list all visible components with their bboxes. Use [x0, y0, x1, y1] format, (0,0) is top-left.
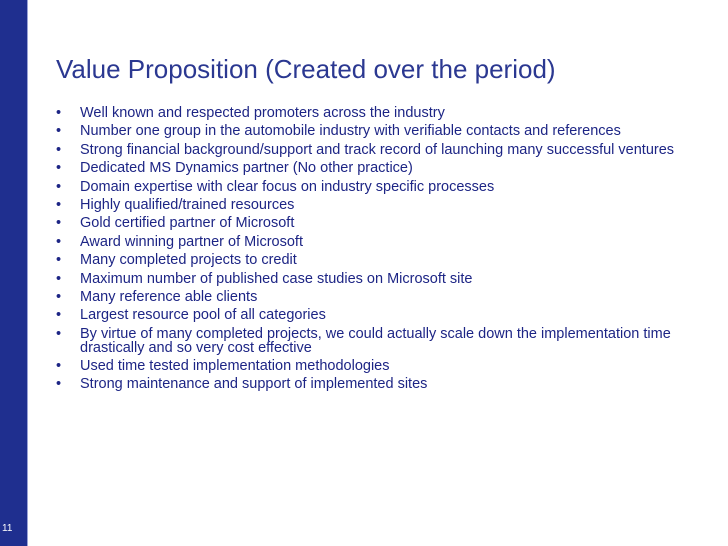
bullet-item	[54, 308, 714, 322]
bullet-list	[54, 106, 714, 396]
bullet-dot-icon: •	[56, 215, 62, 232]
bullet-text: Number one group in the automobile industry with verifiable contacts and references	[80, 123, 621, 140]
bullet-text: Dedicated MS Dynamics partner (No other practice)	[80, 160, 413, 177]
bullet-text: Well known and respected promoters across the industry	[80, 105, 445, 121]
bullet-item	[54, 359, 714, 373]
bullet-text: By virtue of many completed projects, we could actually scale down the implementation time drastically and so very cost effective	[80, 325, 671, 356]
bullet-item	[54, 161, 714, 175]
bullet-item	[54, 253, 714, 267]
bullet-dot-icon: •	[56, 288, 62, 305]
bullet-text: Many reference able clients	[80, 288, 258, 305]
bullet-dot-icon: •	[56, 141, 62, 158]
bullet-dot-icon: •	[56, 160, 62, 177]
bullet-dot-icon: •	[56, 123, 62, 140]
bullet-text: Domain expertise with clear focus on industry specific processes	[80, 178, 495, 195]
bullet-text: Many completed projects to credit	[80, 252, 297, 269]
bullet-item	[54, 106, 714, 120]
bullet-item	[54, 327, 714, 355]
bullet-dot-icon: •	[56, 270, 62, 287]
bullet-item	[54, 180, 714, 194]
bullet-dot-icon: •	[56, 307, 62, 324]
bullet-dot-icon: •	[56, 105, 62, 121]
bullet-text: Largest resource pool of all categories	[80, 307, 326, 324]
bullet-text: Maximum number of published case studies on Microsoft site	[80, 270, 473, 287]
bullet-dot-icon: •	[56, 178, 62, 195]
bullet-text: Strong maintenance and support of implemented sites	[80, 376, 428, 393]
bullet-dot-icon: •	[56, 196, 62, 213]
bullet-dot-icon: •	[56, 233, 62, 250]
bullet-dot-icon: •	[56, 376, 62, 393]
bullet-text: Highly qualified/trained resources	[80, 196, 295, 213]
bullet-text: Strong financial background/support and track record of launching many successful ventures	[80, 141, 675, 158]
bullet-text: Used time tested implementation methodologies	[80, 358, 390, 375]
bullet-item	[54, 235, 714, 249]
slide-number: 11	[2, 523, 13, 534]
bullet-item	[54, 216, 714, 230]
bullet-item	[54, 198, 714, 212]
left-accent-bar	[0, 0, 28, 546]
slide-title: Value Proposition (Created over the period)	[56, 54, 556, 84]
bullet-dot-icon: •	[56, 358, 62, 375]
bullet-dot-icon: •	[56, 325, 62, 342]
bullet-item	[54, 143, 714, 157]
bullet-item	[54, 124, 714, 138]
bullet-text: Award winning partner of Microsoft	[80, 233, 303, 250]
bullet-text: Gold certified partner of Microsoft	[80, 215, 295, 232]
bullet-item	[54, 272, 714, 286]
bullet-dot-icon: •	[56, 252, 62, 269]
bullet-item	[54, 377, 714, 391]
bullet-item	[54, 290, 714, 304]
sidebar-divider	[27, 0, 28, 546]
